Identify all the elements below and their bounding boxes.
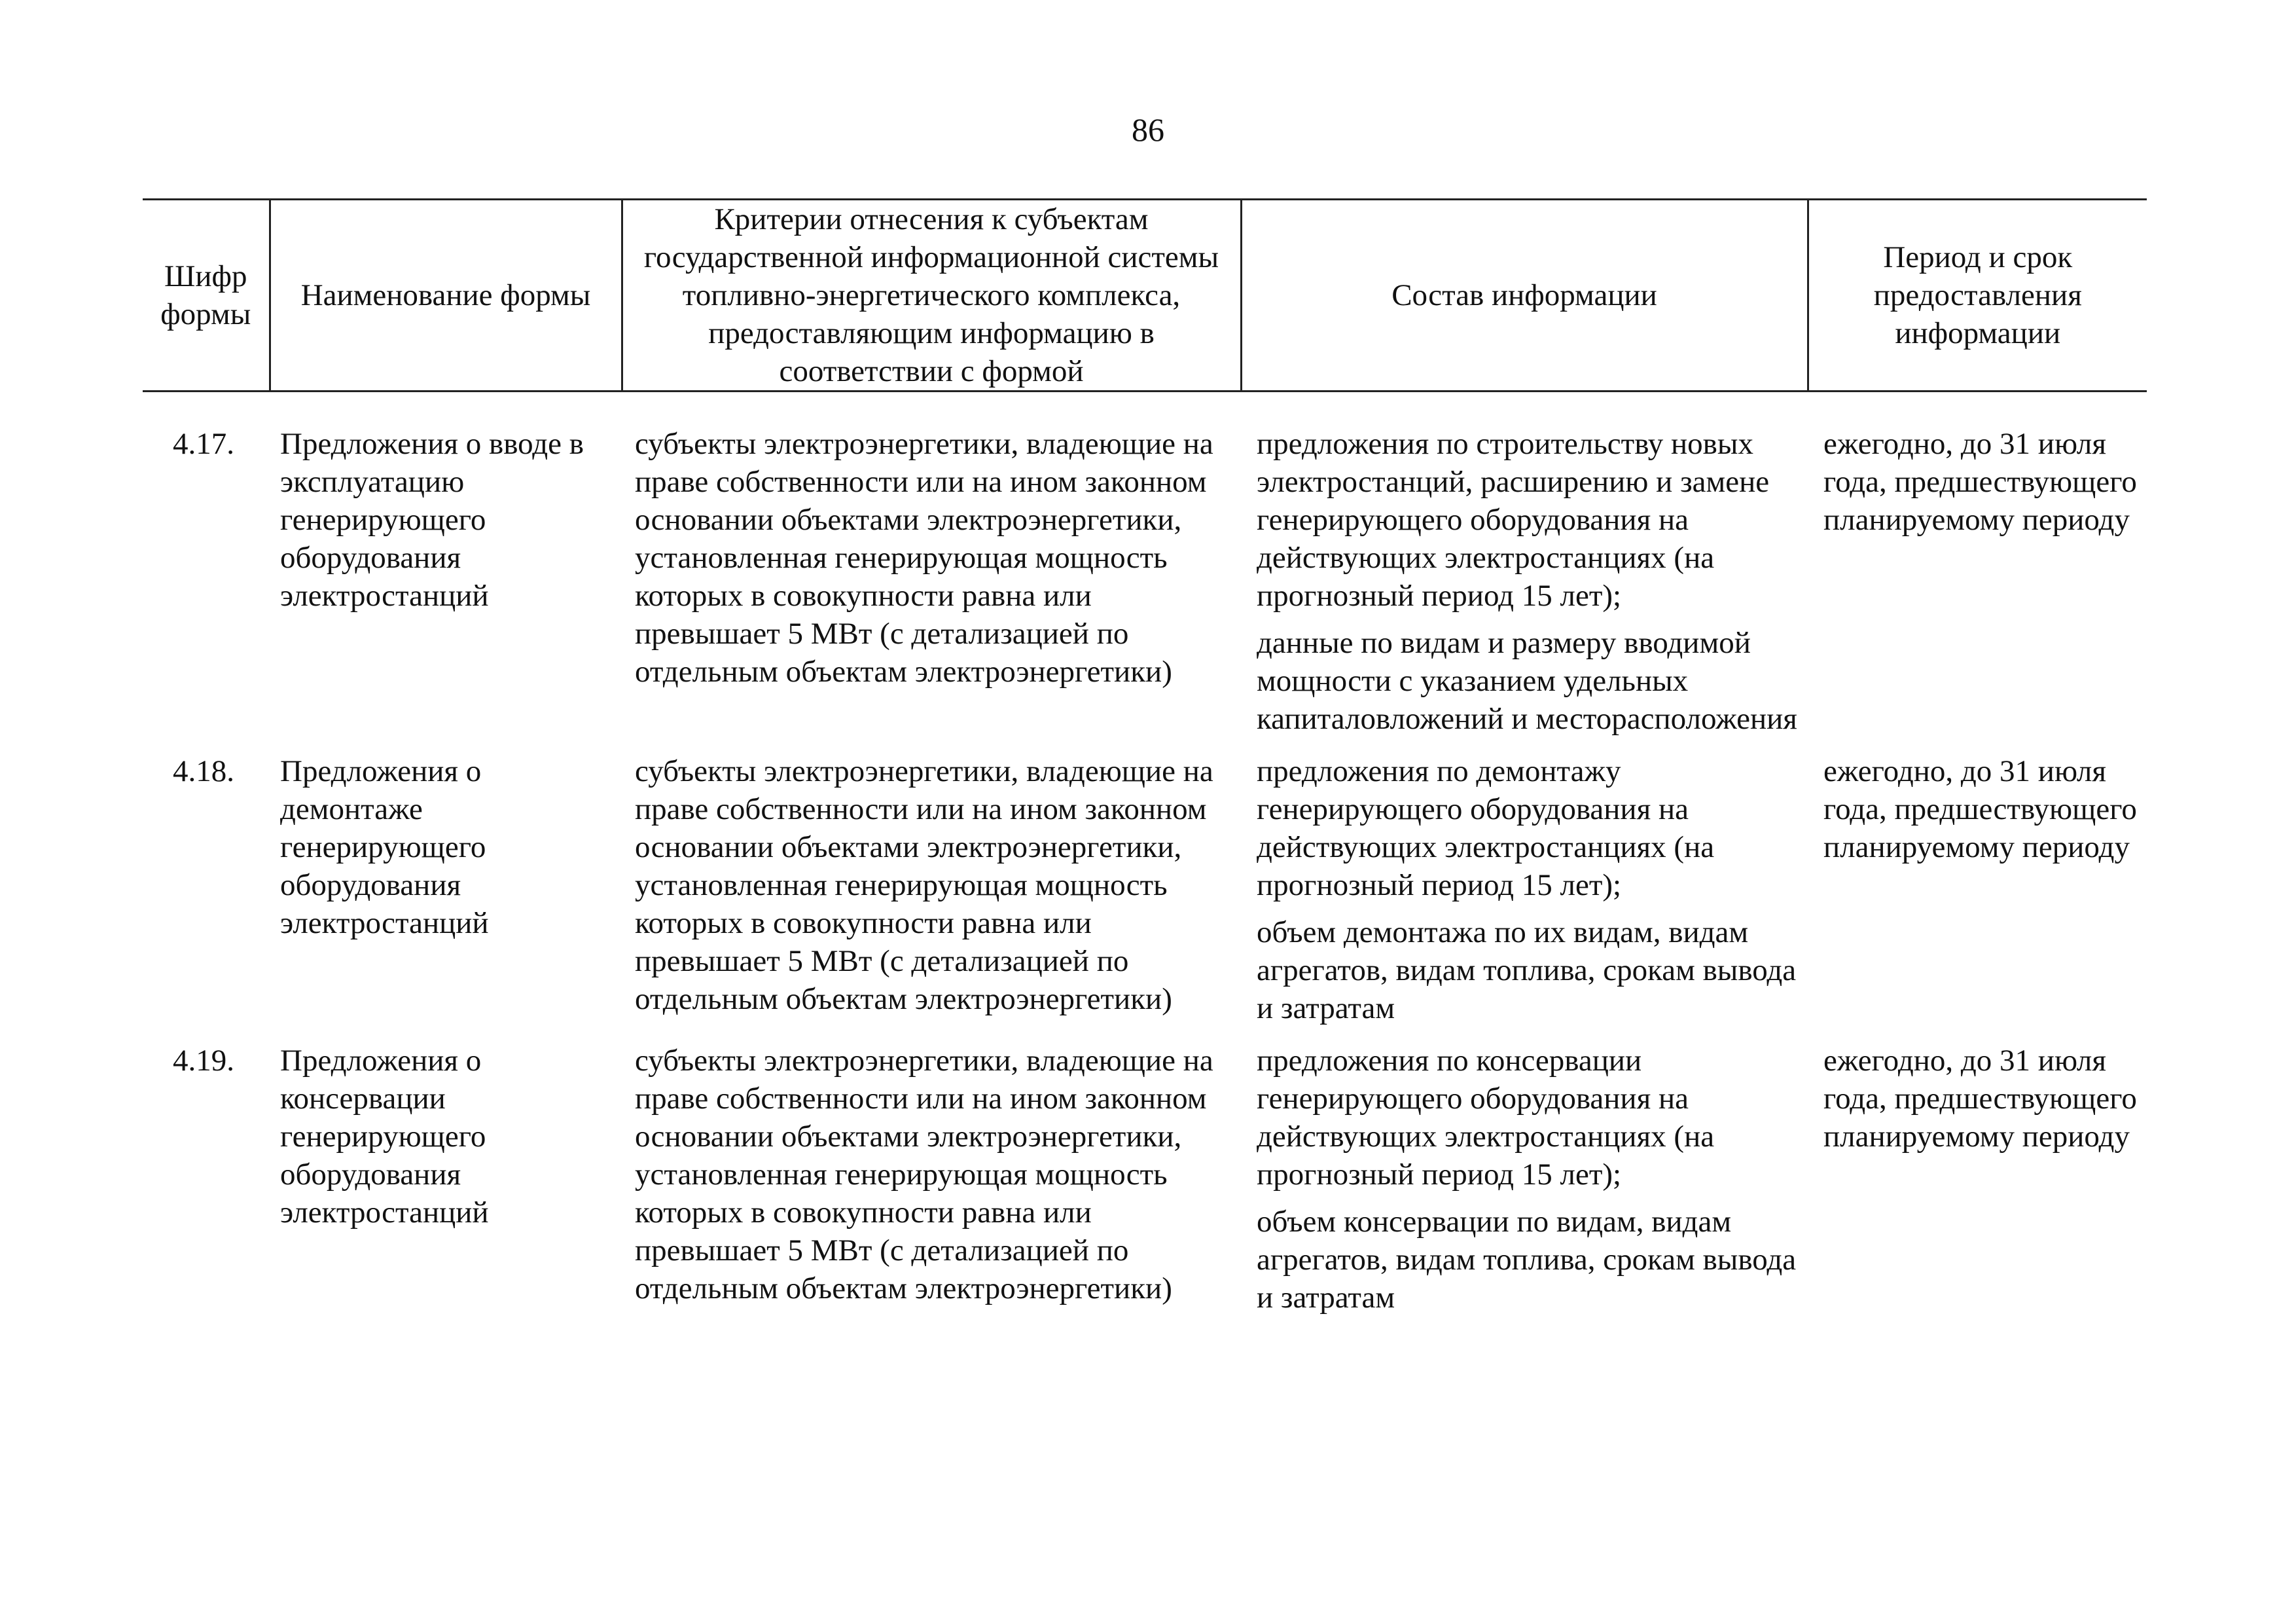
row-period: ежегодно, до 31 июля года, предшествующего планируемому периоду bbox=[1823, 754, 2137, 864]
row-form-name: Предложения о консервации генерирующего оборудования электростанций bbox=[280, 1044, 489, 1230]
table-header bbox=[143, 200, 2147, 392]
row-info bbox=[1241, 425, 1808, 752]
row-criteria: субъекты электроэнергетики, владеющие на праве собственности или на ином законном основании объектами электроэнергетики, установленная генерирующая мощность которых в совокупности равна или превышает 5 МВт (с детализацией по отдельным объектам электроэнергетики) bbox=[635, 754, 1213, 1016]
header-row bbox=[143, 200, 2147, 392]
info-paragraph: объем консервации по видам, видам агрегатов, видам топлива, срокам вывода и затратам bbox=[1257, 1205, 1797, 1315]
row-code: 4.19. bbox=[173, 1044, 234, 1078]
table-row bbox=[143, 1042, 2147, 1331]
info-paragraph: объем демонтажа по их видам, видам агрегатов, видам топлива, срокам вывода и затратам bbox=[1257, 915, 1797, 1025]
row-form-name: Предложения о вводе в эксплуатацию генерирующего оборудования электростанций bbox=[280, 427, 584, 613]
header-name: Наименование формы bbox=[270, 200, 622, 392]
row-code: 4.17. bbox=[173, 427, 234, 461]
forms-table bbox=[143, 198, 2147, 1331]
row-code: 4.18. bbox=[173, 754, 234, 788]
row-info bbox=[1241, 1042, 1808, 1331]
row-criteria: субъекты электроэнергетики, владеющие на праве собственности или на ином законном основании объектами электроэнергетики, установленная генерирующая мощность которых в совокупности равна или превышает 5 МВт (с детализацией по отдельным объектам электроэнергетики) bbox=[635, 427, 1213, 689]
table-body bbox=[143, 392, 2147, 1332]
header-period: Период и срок предоставления информации bbox=[1808, 200, 2147, 392]
row-period: ежегодно, до 31 июля года, предшествующего планируемому периоду bbox=[1823, 427, 2137, 537]
table-row bbox=[143, 425, 2147, 752]
info-paragraph: данные по видам и размеру вводимой мощности с указанием удельных капиталовложений и месторасположения bbox=[1257, 626, 1797, 736]
row-info bbox=[1241, 752, 1808, 1042]
header-code: Шифр формы bbox=[143, 200, 270, 392]
info-paragraph: предложения по консервации генерирующего оборудования на действующих электростанциях (на прогнозный период 15 лет); bbox=[1257, 1044, 1715, 1192]
header-info: Состав информации bbox=[1241, 200, 1808, 392]
info-paragraph: предложения по демонтажу генерирующего оборудования на действующих электростанциях (на прогнозный период 15 лет); bbox=[1257, 754, 1715, 902]
page-number: 86 bbox=[1132, 111, 1164, 148]
header-criteria: Критерии отнесения к субъектам государственной информационной системы топливно-энергетического комплекса, предоставляющим информацию в соответствии с формой bbox=[622, 200, 1241, 392]
row-form-name: Предложения о демонтаже генерирующего оборудования электростанций bbox=[280, 754, 489, 940]
info-paragraph: предложения по строительству новых электростанций, расширению и замене генерирующего оборудования на действующих электростанциях (на прогнозный период 15 лет); bbox=[1257, 427, 1770, 613]
table-row bbox=[143, 752, 2147, 1042]
row-criteria: субъекты электроэнергетики, владеющие на праве собственности или на ином законном основании объектами электроэнергетики, установленная генерирующая мощность которых в совокупности равна или превышает 5 МВт (с детализацией по отдельным объектам электроэнергетики) bbox=[635, 1044, 1213, 1305]
row-period: ежегодно, до 31 июля года, предшествующего планируемому периоду bbox=[1823, 1044, 2137, 1154]
